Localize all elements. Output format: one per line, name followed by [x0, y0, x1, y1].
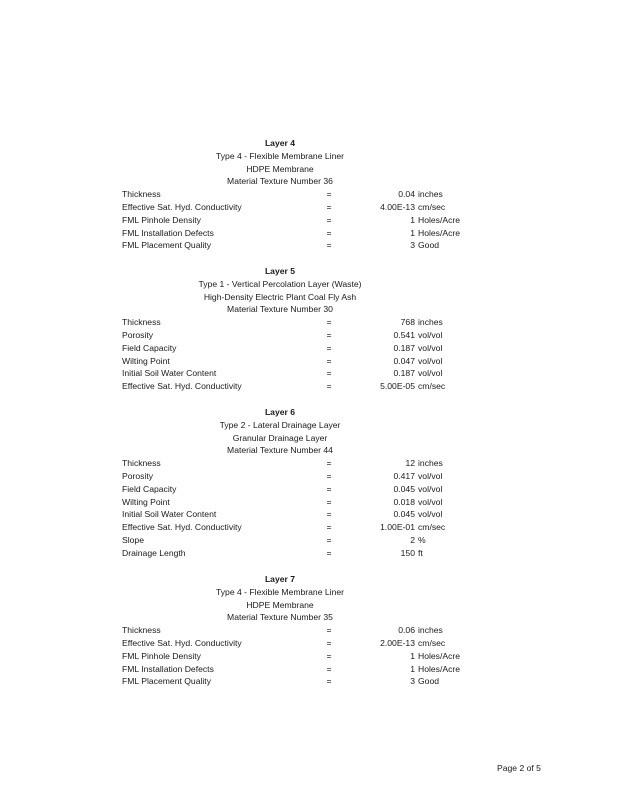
value-number: 1	[410, 227, 415, 238]
property-row	[122, 521, 462, 534]
property-label: Wilting Point	[122, 355, 170, 366]
value-unit: vol/vol	[418, 368, 443, 379]
value-number: 0.04	[398, 189, 415, 200]
value-unit: vol/vol	[418, 509, 443, 520]
property-value	[371, 521, 462, 534]
layer-material: Granular Drainage Layer	[232, 432, 328, 443]
value-unit: cm/sec	[418, 638, 446, 648]
property-label: Field Capacity	[122, 483, 177, 494]
value-unit: inches	[418, 317, 443, 328]
property-value	[371, 508, 462, 521]
equals-sign: =	[326, 202, 332, 212]
value-number: 0.187	[393, 368, 415, 379]
equals-sign: =	[326, 227, 332, 238]
property-value	[371, 650, 462, 663]
property-label: Thickness	[122, 317, 161, 328]
equals-sign: =	[326, 535, 332, 545]
equals-sign: =	[326, 342, 332, 353]
layer-texture: Material Texture Number 36	[227, 176, 333, 187]
equals-sign: =	[326, 240, 332, 251]
property-row	[122, 316, 462, 329]
value-number: 5.00E-05	[380, 381, 415, 392]
property-label: Porosity	[122, 330, 154, 340]
property-label: Porosity	[122, 471, 154, 481]
property-value	[371, 663, 462, 676]
property-value	[371, 470, 462, 483]
property-label: Effective Sat. Hyd. Conductivity	[122, 638, 242, 648]
value-number: 3	[410, 240, 415, 251]
property-value	[371, 483, 462, 496]
layer-header	[0, 137, 560, 188]
property-label: FML Placement Quality	[122, 676, 211, 687]
value-number: 0.018	[393, 496, 415, 507]
property-value	[371, 342, 462, 355]
equals-sign: =	[326, 496, 332, 507]
property-value	[371, 675, 462, 688]
property-row	[122, 675, 462, 688]
property-row	[122, 188, 462, 201]
property-value	[371, 624, 462, 637]
property-row	[122, 239, 462, 252]
layer-header	[0, 406, 560, 457]
property-row	[122, 380, 462, 393]
value-unit: Holes/Acre	[418, 650, 461, 661]
value-number: 0.187	[393, 342, 415, 353]
property-row	[122, 214, 462, 227]
property-row	[122, 624, 462, 637]
layer-header	[0, 265, 560, 316]
property-row	[122, 201, 462, 214]
equals-sign: =	[326, 214, 332, 225]
property-row	[122, 650, 462, 663]
property-value	[371, 534, 462, 547]
property-value	[371, 227, 462, 240]
property-row	[122, 367, 462, 380]
equals-sign: =	[326, 330, 332, 340]
property-row	[122, 355, 462, 368]
equals-sign: =	[326, 522, 332, 533]
property-row	[122, 342, 462, 355]
value-number: 0.541	[393, 330, 415, 340]
value-unit: vol/vol	[418, 471, 443, 481]
equals-sign: =	[326, 189, 332, 200]
property-row	[122, 470, 462, 483]
property-label: FML Pinhole Density	[122, 214, 201, 225]
value-unit: inches	[418, 458, 443, 469]
value-number: 1.00E-01	[380, 522, 415, 533]
layer-type: Type 4 - Flexible Membrane Liner	[215, 150, 344, 161]
value-number: 768	[400, 317, 415, 328]
layer-type: Type 4 - Flexible Membrane Liner	[215, 586, 344, 597]
property-value	[371, 547, 462, 560]
layer-material: HDPE Membrane	[246, 163, 314, 174]
value-number: 0.047	[393, 355, 415, 366]
property-value	[371, 637, 462, 650]
equals-sign: =	[326, 368, 332, 379]
value-unit: vol/vol	[418, 355, 443, 366]
property-label: Thickness	[122, 625, 161, 636]
value-unit: vol/vol	[418, 483, 443, 494]
equals-sign: =	[326, 625, 332, 636]
value-unit: vol/vol	[418, 342, 443, 353]
value-unit: %	[418, 535, 426, 545]
property-label: FML Installation Defects	[122, 227, 214, 238]
property-value	[371, 496, 462, 509]
property-value	[371, 188, 462, 201]
property-row	[122, 483, 462, 496]
property-row	[122, 508, 462, 521]
value-unit: inches	[418, 189, 443, 200]
value-unit: inches	[418, 625, 443, 636]
property-value	[371, 367, 462, 380]
equals-sign: =	[326, 509, 332, 520]
layer-title: Layer 5	[264, 266, 296, 276]
equals-sign: =	[326, 663, 332, 674]
value-number: 12	[405, 458, 415, 469]
value-number: 0.045	[393, 509, 415, 520]
value-number: 1	[410, 214, 415, 225]
property-label: Wilting Point	[122, 496, 170, 507]
property-row	[122, 496, 462, 509]
equals-sign: =	[326, 650, 332, 661]
property-row	[122, 227, 462, 240]
value-unit: Holes/Acre	[418, 214, 461, 225]
property-value	[371, 316, 462, 329]
property-row	[122, 457, 462, 470]
property-label: Field Capacity	[122, 342, 177, 353]
equals-sign: =	[326, 547, 332, 558]
equals-sign: =	[326, 638, 332, 648]
property-label: FML Installation Defects	[122, 663, 214, 674]
equals-sign: =	[326, 483, 332, 494]
layer-type: Type 1 - Vertical Percolation Layer (Waste)	[198, 278, 362, 289]
layer-texture: Material Texture Number 30	[227, 304, 333, 315]
layer-material: High-Density Electric Plant Coal Fly Ash	[203, 291, 357, 302]
property-label: Effective Sat. Hyd. Conductivity	[122, 202, 242, 212]
property-label: FML Pinhole Density	[122, 650, 201, 661]
equals-sign: =	[326, 471, 332, 481]
property-value	[371, 380, 462, 393]
layer-type: Type 2 - Lateral Drainage Layer	[219, 419, 341, 430]
equals-sign: =	[326, 458, 332, 469]
value-number: 0.417	[393, 471, 415, 481]
value-number: 2.00E-13	[380, 638, 415, 648]
property-label: Slope	[122, 535, 144, 545]
property-value	[371, 355, 462, 368]
property-label: Thickness	[122, 458, 161, 469]
value-unit: cm/sec	[418, 522, 446, 533]
value-unit: vol/vol	[418, 496, 443, 507]
property-row	[122, 637, 462, 650]
equals-sign: =	[326, 355, 332, 366]
layer-title: Layer 7	[264, 574, 296, 584]
value-unit: Good	[418, 676, 440, 687]
value-number: 2	[410, 535, 415, 545]
value-number: 3	[410, 676, 415, 687]
equals-sign: =	[326, 676, 332, 687]
property-label: Thickness	[122, 189, 161, 200]
value-number: 150	[400, 547, 415, 558]
layer-title: Layer 4	[264, 138, 296, 148]
property-label: Initial Soil Water Content	[122, 509, 217, 520]
value-number: 0.06	[398, 625, 415, 636]
value-number: 4.00E-13	[380, 202, 415, 212]
property-row	[122, 547, 462, 560]
value-unit: Holes/Acre	[418, 227, 461, 238]
property-label: FML Placement Quality	[122, 240, 211, 251]
property-value	[371, 239, 462, 252]
layer-material: HDPE Membrane	[246, 599, 314, 610]
layer-texture: Material Texture Number 35	[227, 612, 333, 623]
property-label: Effective Sat. Hyd. Conductivity	[122, 381, 242, 392]
equals-sign: =	[326, 381, 332, 392]
value-unit: cm/sec	[418, 202, 446, 212]
value-unit: cm/sec	[418, 381, 446, 392]
value-unit: Good	[418, 240, 440, 251]
value-unit: vol/vol	[418, 330, 443, 340]
layer-texture: Material Texture Number 44	[227, 445, 333, 456]
property-label: Drainage Length	[122, 547, 186, 558]
value-number: 1	[410, 650, 415, 661]
property-value	[371, 214, 462, 227]
value-number: 0.045	[393, 483, 415, 494]
property-row	[122, 329, 462, 342]
property-label: Initial Soil Water Content	[122, 368, 217, 379]
property-value	[371, 329, 462, 342]
page-number: Page 2 of 5	[497, 763, 541, 773]
value-number: 1	[410, 663, 415, 674]
property-value	[371, 457, 462, 470]
property-label: Effective Sat. Hyd. Conductivity	[122, 522, 242, 533]
value-unit: ft	[418, 547, 423, 558]
value-unit: Holes/Acre	[418, 663, 461, 674]
layer-header	[0, 573, 560, 624]
equals-sign: =	[326, 317, 332, 328]
property-row	[122, 534, 462, 547]
layer-title: Layer 6	[264, 407, 296, 417]
property-value	[371, 201, 462, 214]
property-row	[122, 663, 462, 676]
